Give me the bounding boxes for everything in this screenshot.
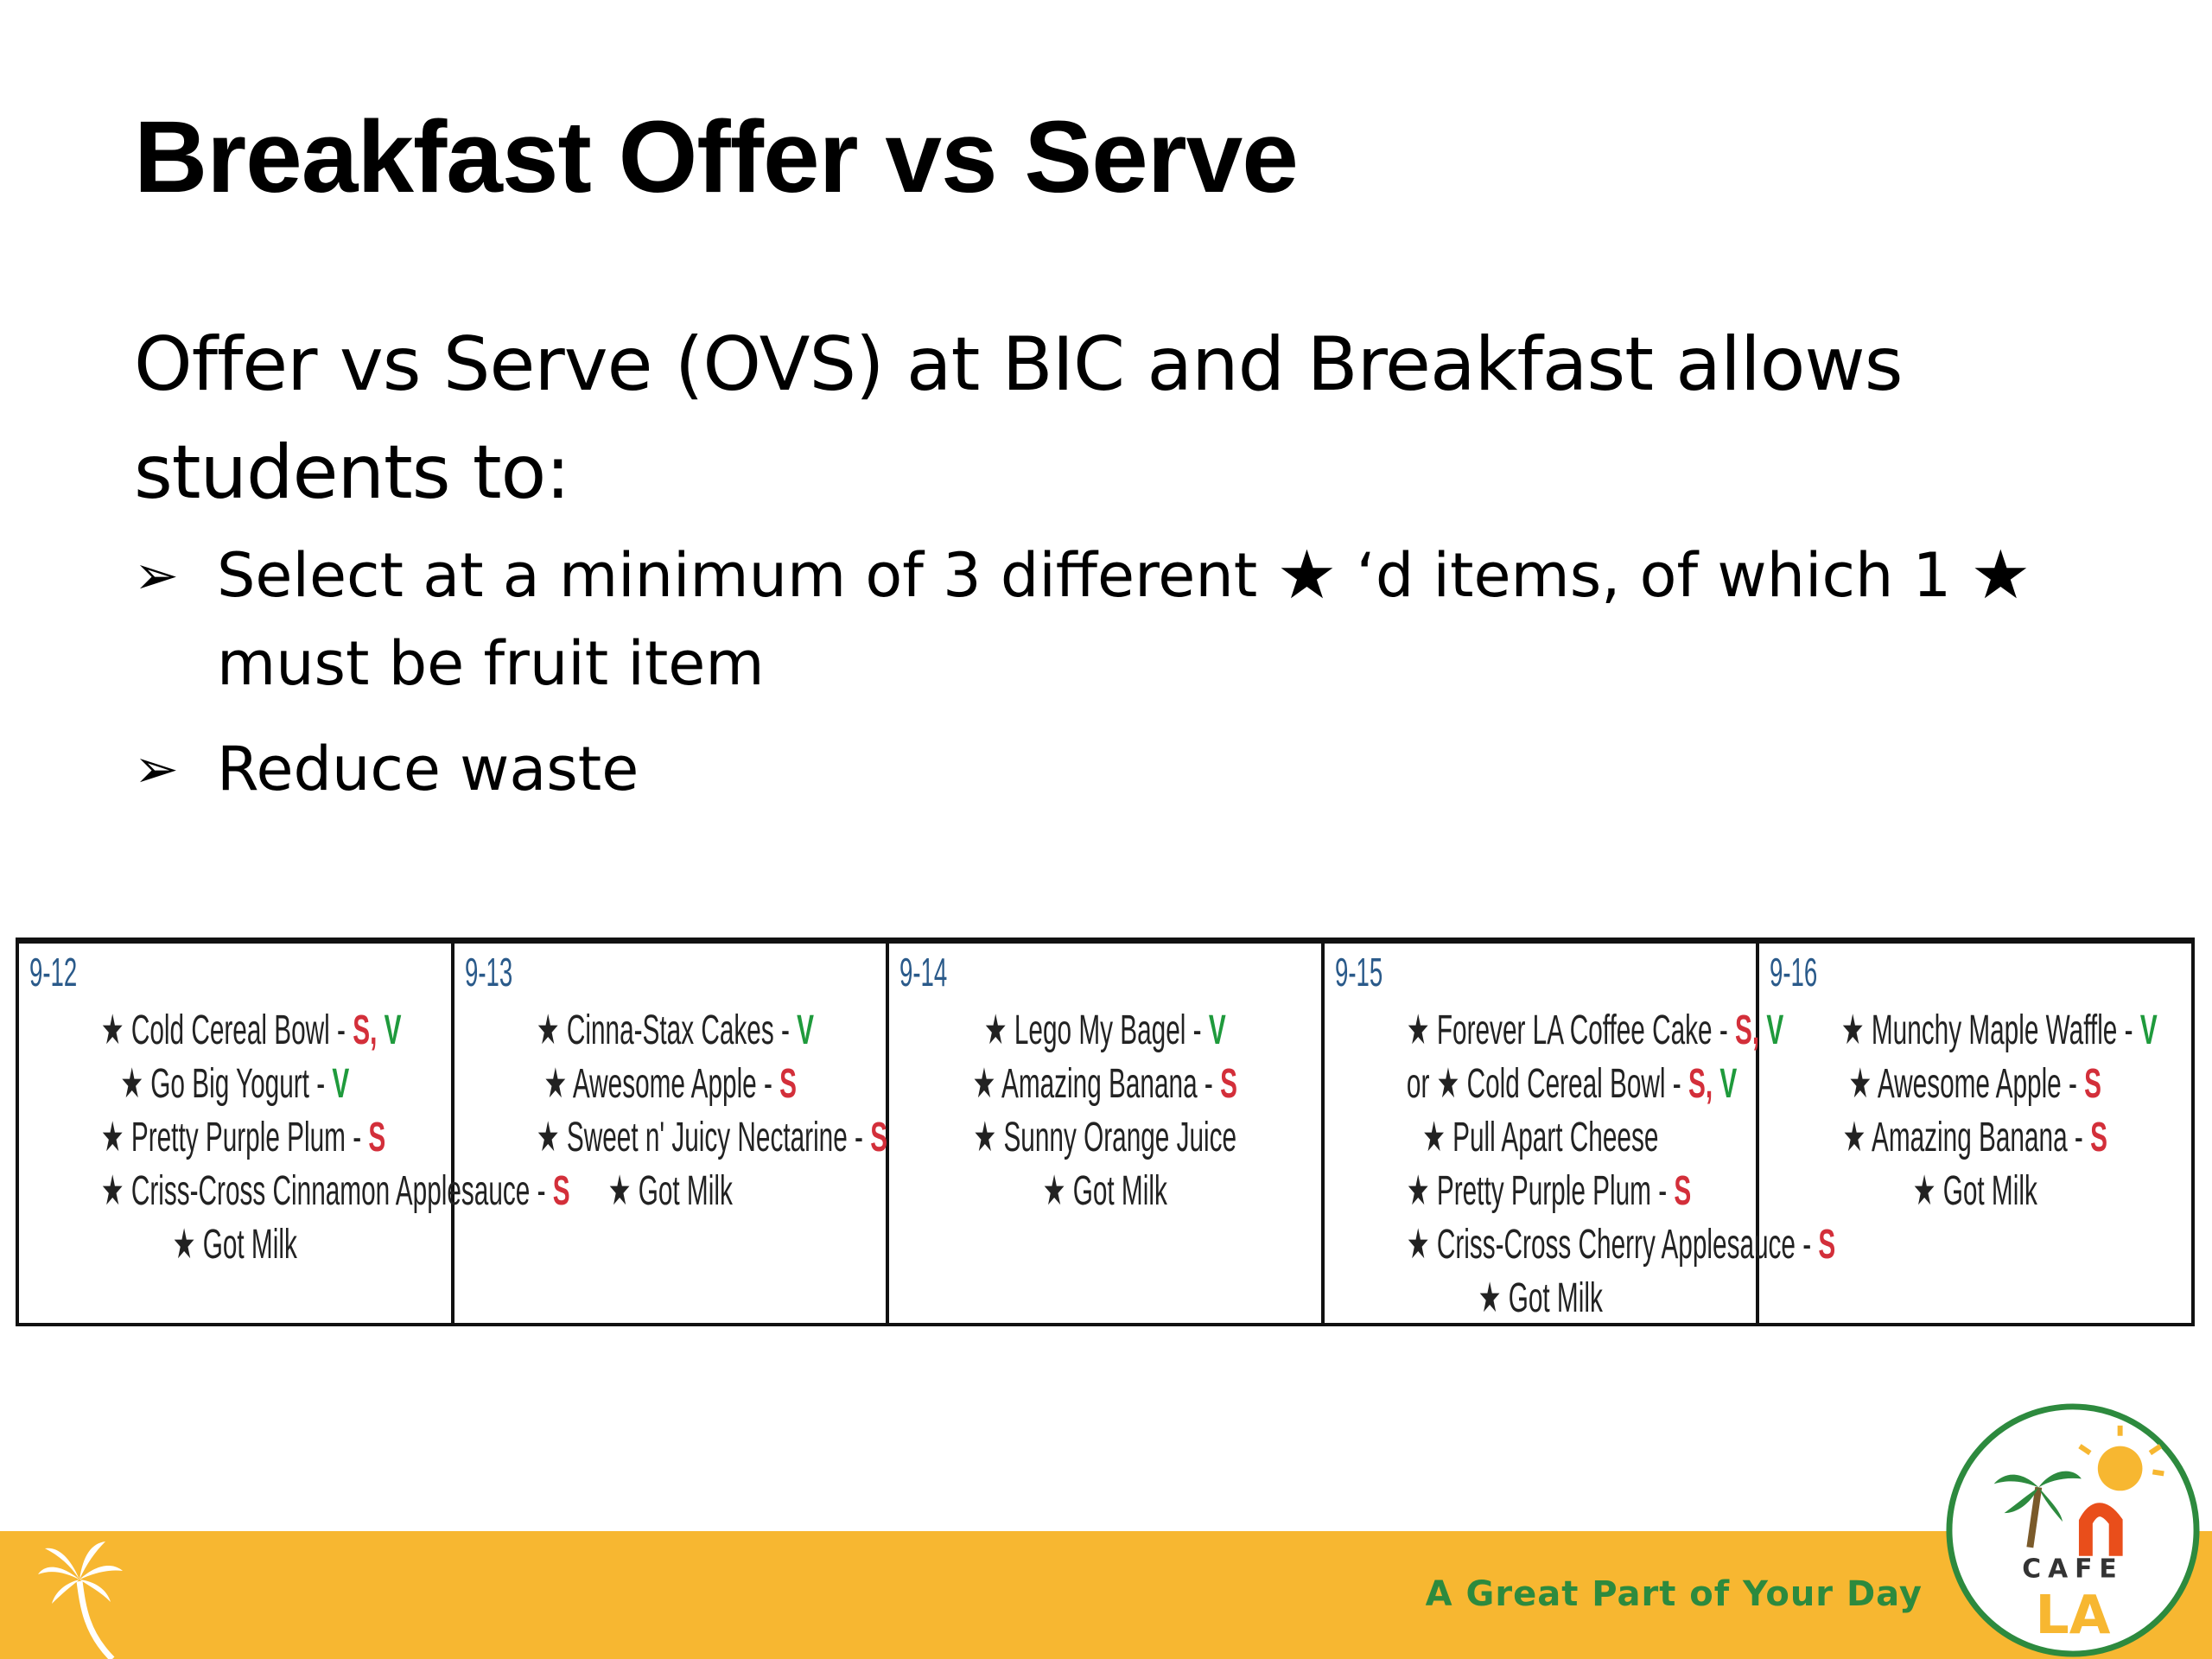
vegetarian-tag: V [1766, 1007, 1784, 1053]
sugar-tag: S [2090, 1115, 2108, 1160]
menu-item-text: ★ Criss-Cross Cinnamon Applesauce - [100, 1168, 553, 1214]
vegetarian-tag: V [1719, 1061, 1737, 1107]
menu-item-text: ★ Forever LA Coffee Cake - [1406, 1007, 1735, 1053]
menu-item-text: ★ Go Big Yogurt - [120, 1061, 333, 1107]
menu-item-text: ★ Pull Apart Cheese [1421, 1115, 1659, 1160]
breakfast-menu-table [16, 938, 2195, 1326]
menu-item [1841, 1058, 2109, 1111]
menu-item-text: ★ Sweet n' Juicy Nectarine - [536, 1115, 870, 1160]
sugar-tag: S [368, 1115, 386, 1160]
menu-item [536, 1004, 814, 1058]
menu-day-column [889, 944, 1325, 1323]
vegetarian-tag: V [2140, 1007, 2158, 1053]
menu-item-text: ★ Got Milk [1042, 1168, 1168, 1214]
menu-day-date: 9-14 [899, 950, 948, 995]
sugar-tag: S [552, 1168, 570, 1214]
menu-item-text: ★ Amazing Banana - [1843, 1115, 2091, 1160]
menu-item-text: ★ Got Milk [607, 1168, 733, 1214]
menu-item-text: ★ Got Milk [1478, 1275, 1603, 1321]
menu-item-text: ★ Cold Cereal Bowl - [100, 1007, 353, 1053]
bullet-list [134, 531, 2121, 830]
bullet-text: Reduce waste [217, 734, 639, 804]
menu-item [101, 1058, 369, 1111]
sugar-tag: S [779, 1061, 797, 1107]
bullet-reduce-waste [134, 725, 2121, 813]
intro-text: Offer vs Serve (OVS) at BIC and Breakfast allows students to: [134, 321, 1903, 516]
tag-separator: , [370, 1007, 385, 1053]
menu-item-list [19, 1004, 570, 1272]
menu-item-text: ★ Amazing Banana - [972, 1061, 1221, 1107]
sugar-tag: S [1734, 1007, 1752, 1053]
menu-item-list [1325, 1004, 1836, 1325]
menu-item-text: ★ Pretty Purple Plum - [1406, 1168, 1675, 1214]
sugar-tag: S [2084, 1061, 2102, 1107]
menu-item [1407, 1272, 1675, 1325]
menu-item [1841, 1004, 2158, 1058]
menu-item [1406, 1058, 1737, 1111]
menu-item-text: ★ Criss-Cross Cherry Applesauce - [1406, 1222, 1819, 1268]
bullet-text-part1: Select at a minimum of 3 different [217, 540, 1277, 611]
menu-item [1407, 1111, 1675, 1165]
menu-item [971, 1058, 1239, 1111]
menu-item [1406, 1165, 1692, 1218]
footer-tagline: A Great Part of Your Day [1425, 1574, 1923, 1614]
tag-separator: , [1705, 1061, 1720, 1107]
menu-item [537, 1165, 804, 1218]
sugar-tag: S [1818, 1222, 1836, 1268]
menu-item-text: ★ Munchy Maple Waffle - [1841, 1007, 2141, 1053]
menu-item-list [454, 1004, 887, 1218]
vegetarian-tag: V [332, 1061, 350, 1107]
menu-item [537, 1058, 804, 1111]
menu-day-column [454, 944, 890, 1323]
menu-item-text: ★ Got Milk [1913, 1168, 2038, 1214]
menu-item [101, 1218, 369, 1272]
cafe-la-logo [1944, 1402, 2202, 1659]
menu-day-date: 9-16 [1770, 950, 1818, 995]
menu-item-text: ★ Pretty Purple Plum - [100, 1115, 369, 1160]
bullet-text-part2: ‘d items, of which 1 [1337, 540, 1971, 611]
vegetarian-tag: V [384, 1007, 402, 1053]
menu-item [100, 1004, 402, 1058]
sugar-tag: S [1220, 1061, 1238, 1107]
menu-item [100, 1165, 570, 1218]
menu-item [971, 1165, 1239, 1218]
menu-item-text: ★ Lego My Bagel - [984, 1007, 1210, 1053]
bullet-text-part3: must be fruit item [217, 628, 765, 699]
menu-item-text: ★ Cinna-Stax Cakes - [536, 1007, 797, 1053]
menu-day-date: 9-12 [29, 950, 78, 995]
menu-day-date: 9-13 [464, 950, 512, 995]
menu-item [100, 1111, 386, 1165]
sugar-tag: S [1674, 1168, 1692, 1214]
logo-cafe-text: CAFE [2022, 1554, 2124, 1585]
menu-item-text: ★ Awesome Apple - [543, 1061, 779, 1107]
sugar-tag: S [353, 1007, 371, 1053]
menu-item [971, 1004, 1239, 1058]
slide-title: Breakfast Offer vs Serve [134, 100, 1298, 214]
logo-la-letters: LA [2035, 1584, 2111, 1647]
menu-item-list [1759, 1004, 2191, 1218]
menu-item [1841, 1165, 2109, 1218]
menu-day-date: 9-15 [1334, 950, 1383, 995]
menu-item [1841, 1111, 2109, 1165]
bullet-select-items [134, 531, 2121, 708]
sugar-tag: S [869, 1115, 887, 1160]
arrow-bullet-icon: ➢ [134, 543, 179, 607]
palm-tree-icon [35, 1529, 130, 1659]
menu-item [1406, 1218, 1836, 1272]
menu-item-text: ★ Awesome Apple - [1848, 1061, 2085, 1107]
star-icon: ★ [1276, 537, 1338, 614]
menu-item-text: ★ Got Milk [172, 1222, 297, 1268]
menu-item [536, 1111, 887, 1165]
star-icon: ★ [1970, 537, 2031, 614]
menu-item-text: ★ Sunny Orange Juice [973, 1115, 1237, 1160]
vegetarian-tag: V [796, 1007, 814, 1053]
arrow-bullet-icon: ➢ [134, 737, 179, 800]
menu-item-list [889, 1004, 1321, 1218]
menu-day-column [1759, 944, 2191, 1323]
vegetarian-tag: V [1209, 1007, 1226, 1053]
sugar-tag: S [1688, 1061, 1706, 1107]
menu-item [1406, 1004, 1784, 1058]
menu-item [971, 1111, 1239, 1165]
menu-item-text: or ★ Cold Cereal Bowl - [1406, 1061, 1688, 1107]
tag-separator: , [1751, 1007, 1767, 1053]
